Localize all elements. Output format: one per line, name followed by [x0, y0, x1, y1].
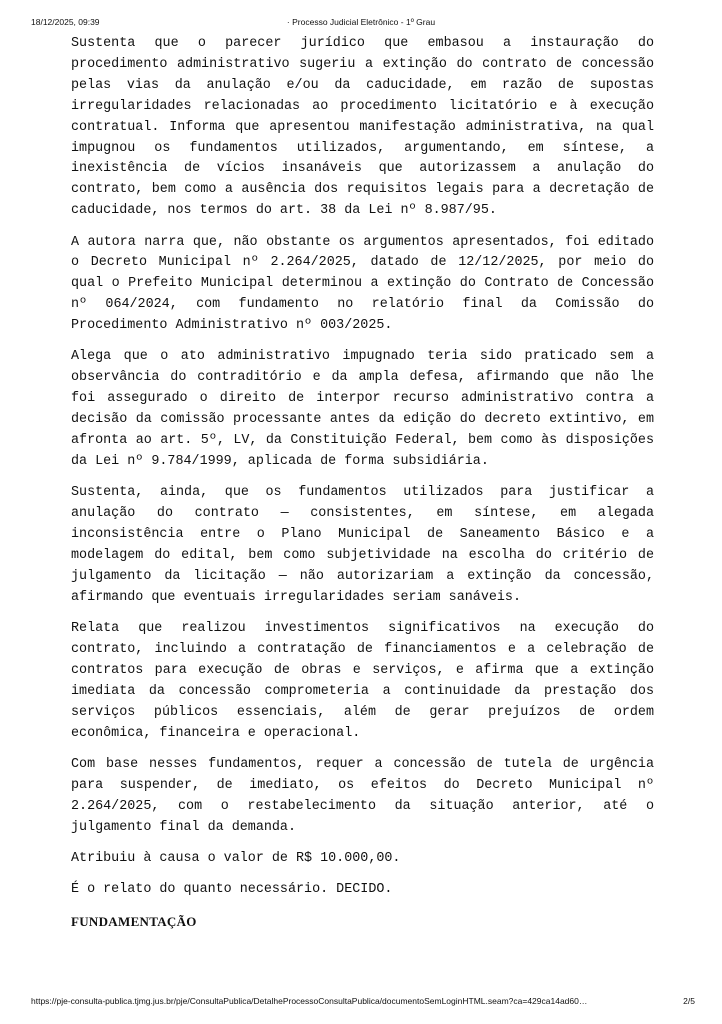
print-datetime: 18/12/2025, 09:39	[31, 17, 100, 27]
section-title: FUNDAMENTAÇÃO	[71, 913, 197, 929]
paragraph-pedido-tutela: Com base nesses fundamentos, requer a concessão de tutela de urgência para suspender, de imediato, os efeitos do Decreto Municipal nº 2.264/2025, com o restabelecimento da situação anterior, até o julgamento final da demanda.	[71, 756, 654, 835]
paragraph-investimentos: Relata que realizou investimentos significativos na execução do contrato, incluindo a contratação de financiamentos e a celebração de contratos para execução de obras e serviços, e afirma que a extinção imediata da concessão comprometeria a continuidade da prestação dos serviços públicos essenciais, além de gerar prejuízos de ordem econômica, financeira e operacional.	[71, 621, 654, 741]
paragraph-parecer: Sustenta que o parecer jurídico que embasou a instauração do procedimento administrativo sugeriu a extinção do contrato de concessão pelas vias da anulação e/ou da caducidade, em razão de supostas irregularidades relacionadas ao procedimento licitatório e à execução contratual. Informa que apresentou manifestação administrativa, na qual impugnou os fundamentos utilizados, argumentando, em síntese, a inexistência de vícios insanáveis que autorizassem a anulação do contrato, bem como a ausência dos requisitos legais para a decretação de caducidade, nos termos do art. 38 da Lei nº 8.987/95.	[71, 36, 654, 219]
paragraph-fundamentos: Sustenta, ainda, que os fundamentos utilizados para justificar a anulação do contrato — consistentes, em síntese, em alegada inconsistência entre o Plano Municipal de Saneamento Básico e a modelagem do edital, bem como subjetividade na escolha do critério de julgamento da licitação — não autorizariam a extinção da concessão, afirmando que eventuais irregularidades seriam sanáveis.	[71, 485, 654, 605]
print-footer	[0, 996, 722, 1010]
print-header	[0, 12, 722, 26]
paragraph-decido: É o relato do quanto necessário. DECIDO.	[71, 882, 393, 898]
paragraph-decreto: A autora narra que, não obstante os argumentos apresentados, foi editado o Decreto Municipal nº 2.264/2025, datado de 12/12/2025, por meio do qual o Prefeito Municipal determinou a extinção do Contrato de Concessão nº 064/2024, com fundamento no relatório final da Comissão do Procedimento Administrativo nº 003/2025.	[71, 234, 654, 334]
document-body	[71, 34, 654, 932]
print-page-title: · Processo Judicial Eletrônico - 1º Grau	[286, 17, 436, 27]
paragraph-valor-causa: Atribuiu à causa o valor de R$ 10.000,00.	[71, 850, 401, 866]
page-number: 2/5	[683, 996, 695, 1006]
document-url-link[interactable]: https://pje-consulta-publica.tjmg.jus.br/pje/ConsultaPublica/DetalheProcessoConsultaPublica/documentoSemLoginHTML.seam?ca=429ca14ad60…	[31, 996, 588, 1006]
paragraph-contraditorio: Alega que o ato administrativo impugnado teria sido praticado sem a observância do contraditório e da ampla defesa, afirmando que não lhe foi assegurado o direito de interpor recurso administrativo contra a decisão da comissão processante antes da edição do decreto extintivo, em afronta ao art. 5º, LV, da Constituição Federal, bem como às disposições da Lei nº 9.784/1999, aplicada de forma subsidiária.	[71, 349, 654, 469]
